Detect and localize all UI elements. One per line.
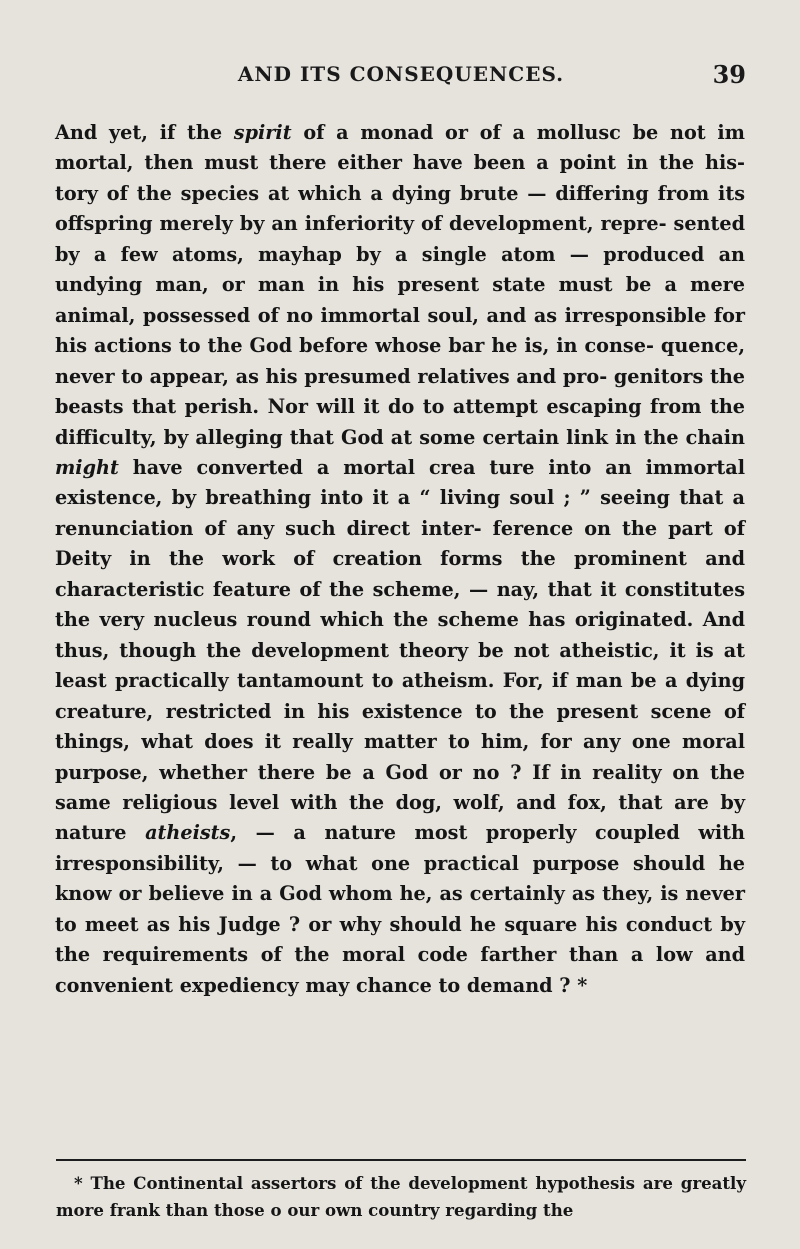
text-run: of a monad or of a mollusc be not im mortal, then must there either have been a point in the his- tory of the species at which a dying brute — differing from its offspring merely by an inferiority of development, repre- sented by a few atoms, mayhap by a single atom — produced an undying man, or man in his present state must be a mere animal, possessed of no immortal soul, and as irresponsible for his actions to the God before whose bar he is, in conse- quence, never to appear, as his presumed relatives and pro- genitors the beasts that perish. Nor will it do to attempt escaping from the difficulty, by alleging that God at some certain link in the chain — [55, 121, 745, 449]
text-run: have converted a mortal crea ture into an immortal existence, by breathing into it a “ living soul ; ” seeing that a renunciation of any such direct inter- ference on the part of Deity in the work of creation forms the prominent and characteristic feature of the scheme, — nay, that it constitutes the very nucleus round which the scheme has originated. And thus, though the development theory be not atheistic, it is at least practically tantamount to atheism. For, if man be a dying creature, restricted in his existence to the present scene of things, what does it really matter to him, for any one moral purpose, whether there be a God or no ? If in reality on the same religious level with the dog, wolf, and fox, that are by nature — [55, 455, 745, 845]
footnote — [56, 1170, 746, 1224]
italic-text: might — [55, 455, 119, 479]
running-head — [56, 60, 746, 94]
italic-text: spirit — [233, 121, 292, 144]
italic-text: atheists — [145, 821, 231, 845]
text-run: , — a nature most properly coupled with irresponsibility, — to what one practical purpose should he know or believe in a God whom he, as certainly as they, is never to meet as his Judge ? or why should he square his conduct by the requirements of the moral code farther than a low and convenient expediency may chance to demand ? * — [55, 821, 745, 997]
footnote-text: * The Continental assertors of the development hypothesis are greatly more frank than those o our own country regarding the — [56, 1173, 746, 1220]
paragraph — [55, 118, 745, 1001]
running-title: AND ITS CONSEQUENCES. — [237, 62, 565, 86]
main-text — [55, 118, 745, 1001]
page-number: 39 — [712, 60, 746, 89]
text-run: And yet, if the — [55, 121, 234, 144]
footnote-rule — [56, 1159, 746, 1161]
